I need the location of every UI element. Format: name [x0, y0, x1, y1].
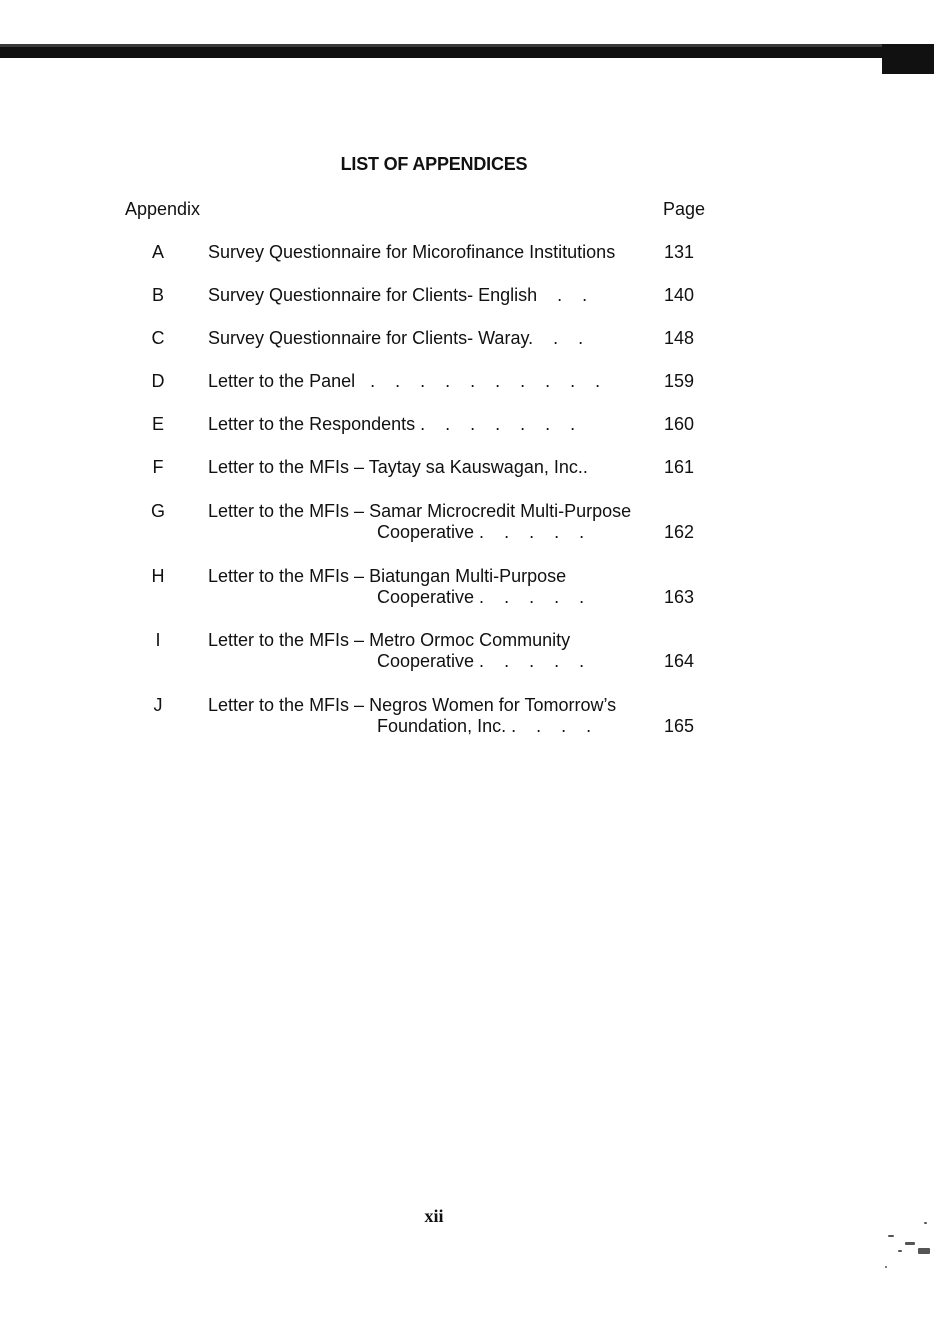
- appendix-letter: I: [155, 630, 161, 650]
- scan-speck: [888, 1235, 894, 1237]
- page-number: xii: [424, 1206, 444, 1226]
- appendix-title: Letter to the MFIs – Samar Microcredit Multi-Purpose: [208, 501, 632, 521]
- appendix-title: Letter to the Panel . . . . . . . . . .: [208, 371, 601, 391]
- appendix-page-number: 160: [664, 414, 695, 434]
- appendix-page-number: 165: [664, 716, 695, 736]
- scan-speck: [918, 1248, 930, 1254]
- appendix-title: Survey Questionnaire for Clients- English . .: [208, 285, 588, 305]
- appendix-title: Letter to the MFIs – Metro Ormoc Community: [208, 630, 571, 650]
- appendix-letter: J: [153, 695, 163, 715]
- appendix-title: Letter to the MFIs – Negros Women for Tomorrow’s: [208, 695, 617, 715]
- appendix-page-number: 162: [664, 522, 695, 542]
- appendix-letter: F: [152, 457, 164, 477]
- appendix-title: Letter to the MFIs – Biatungan Multi-Purpose: [208, 566, 567, 586]
- appendix-entry-h: [0, 566, 934, 626]
- scan-speck: [885, 1266, 887, 1268]
- appendix-letter: A: [151, 242, 164, 262]
- appendix-letter: E: [151, 414, 164, 434]
- appendix-title: Survey Questionnaire for Micorofinance Institutions: [208, 242, 616, 262]
- appendix-letter: C: [151, 328, 165, 348]
- appendix-entry-i: [0, 630, 934, 690]
- appendix-letter: H: [151, 566, 165, 586]
- appendix-title-continued: Cooperative . . . . .: [377, 651, 585, 671]
- scan-speck: [905, 1242, 915, 1245]
- appendix-page-number: 131: [664, 242, 695, 262]
- scan-speck: [898, 1250, 902, 1252]
- appendix-page-number: 140: [664, 285, 695, 305]
- appendix-title: Letter to the MFIs – Taytay sa Kauswagan, Inc..: [208, 457, 588, 477]
- appendix-title-continued: Foundation, Inc. . . . .: [377, 716, 592, 736]
- appendix-page-number: 164: [664, 651, 695, 671]
- appendix-letter: G: [150, 501, 165, 521]
- appendix-letter: B: [151, 285, 164, 305]
- column-header-page: Page: [663, 199, 706, 219]
- appendix-entry-g: [0, 501, 934, 561]
- appendix-letter: D: [151, 371, 165, 391]
- appendix-title: Letter to the Respondents . . . . . . .: [208, 414, 576, 434]
- appendix-title-continued: Cooperative . . . . .: [377, 587, 585, 607]
- appendix-page-number: 159: [664, 371, 695, 391]
- page-title: LIST OF APPENDICES: [340, 154, 528, 174]
- scan-speck: [924, 1222, 927, 1224]
- appendix-title-continued: Cooperative . . . . .: [377, 522, 585, 542]
- scan-corner-mark: [882, 44, 934, 74]
- appendix-entry-j: [0, 695, 934, 755]
- appendix-page-number: 163: [664, 587, 695, 607]
- column-header-appendix: Appendix: [125, 199, 201, 219]
- appendix-page-number: 161: [664, 457, 695, 477]
- scan-edge-highlight: [0, 44, 882, 47]
- appendix-page-number: 148: [664, 328, 695, 348]
- appendix-title: Survey Questionnaire for Clients- Waray. . .: [208, 328, 584, 348]
